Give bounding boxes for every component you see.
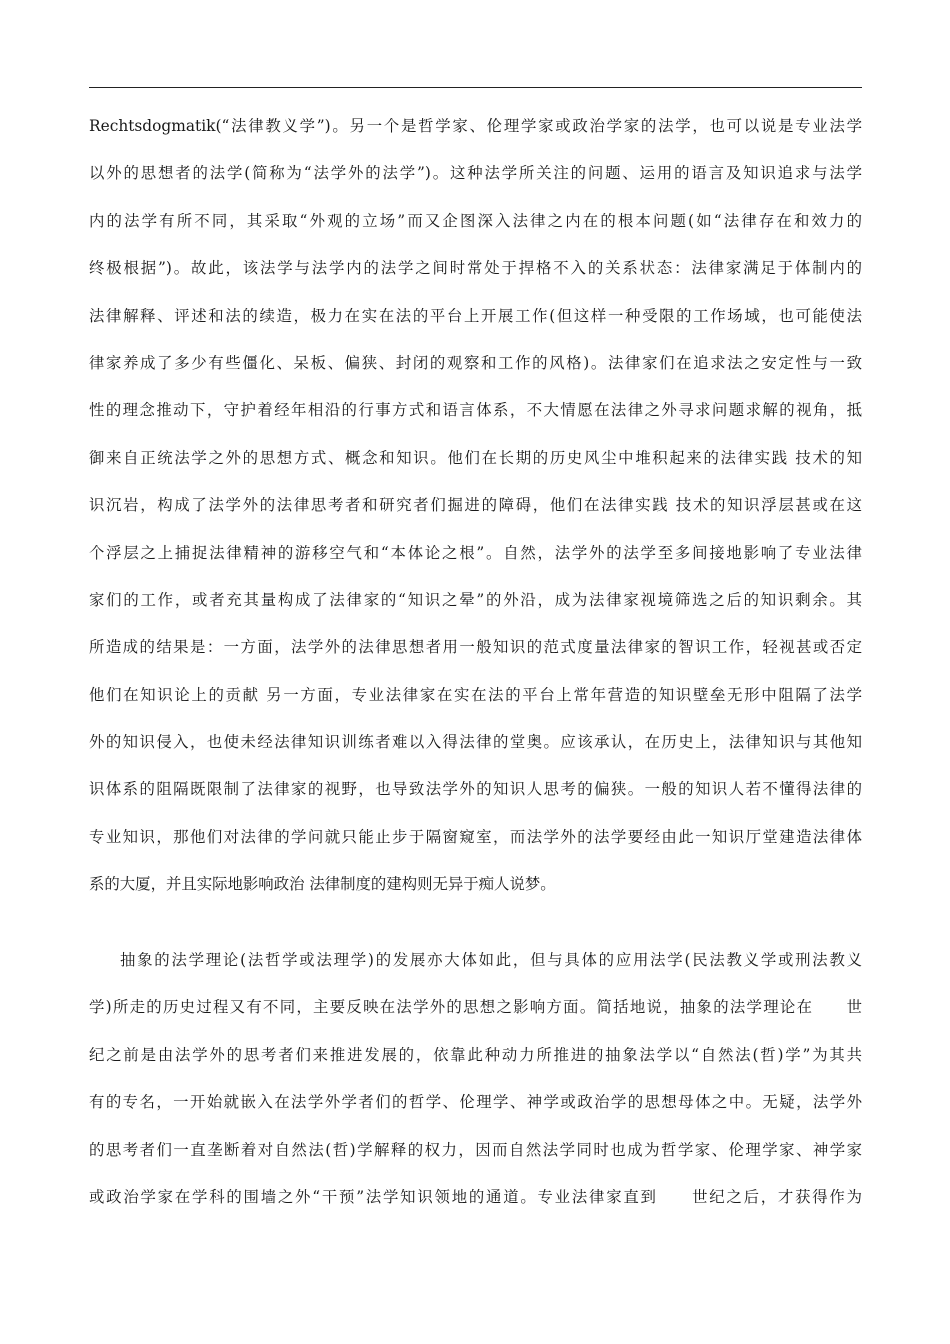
paragraph-2 <box>89 937 862 1221</box>
text-line: 终极根据”)。故此，该法学与法学内的法学之间时常处于捍格不入的关系状态：法律家满足于体制内的 <box>89 259 862 278</box>
text-line: 抽象的法学理论(法哲学或法理学)的发展亦大体如此，但与具体的应用法学(民法教义学或刑法教义 <box>120 951 862 969</box>
text-line: 学)所走的历史过程又有不同，主要反映在法学外的思想之影响方面。简括地说，抽象的法学理论在 世 <box>89 998 862 1017</box>
text-line: 内的法学有所不同，其采取“外观的立场”而又企图深入法律之内在的根本问题(如“法律存在和效力的 <box>89 211 862 230</box>
text-line: 或政治学家在学科的围墙之外“干预”法学知识领地的通道。专业法律家直到 世纪之后，才获得作为 <box>89 1187 862 1206</box>
text-line: 专业知识，那他们对法律的学问就只能止步于隔窗窥室，而法学外的法学要经由此一知识厅堂建造法律体 <box>89 827 862 846</box>
text-line: 御来自正统法学之外的思想方式、概念和知识。他们在长期的历史风尘中堆积起来的法律实践 技术的知 <box>89 448 862 467</box>
paragraph-1 <box>89 103 862 909</box>
text-line: 律家养成了多少有些僵化、呆板、偏狭、封闭的观察和工作的风格)。法律家们在追求法之安定性与一致 <box>89 353 862 372</box>
text-line: 纪之前是由法学外的思考者们来推进发展的，依靠此种动力所推进的抽象法学以“自然法(哲)学”为其共 <box>89 1045 862 1064</box>
text-line: 以外的思想者的法学(简称为“法学外的法学”)。这种法学所关注的问题、运用的语言及知识追求与法学 <box>89 164 862 183</box>
text-line: 的思考者们一直垄断着对自然法(哲)学解释的权力，因而自然法学同时也成为哲学家、伦理学家、神学家 <box>89 1140 862 1159</box>
text-line: 法律解释、评述和法的续造，极力在实在法的平台上开展工作(但这样一种受限的工作场域，也可能使法 <box>89 306 862 325</box>
text-line: 外的知识侵入，也使未经法律知识训练者难以入得法律的堂奥。应该承认，在历史上，法律知识与其他知 <box>89 733 862 752</box>
text-line: 他们在知识论上的贡献 另一方面，专业法律家在实在法的平台上常年营造的知识壁垒无形中阻隔了法学 <box>89 685 862 704</box>
text-line: 识沉岩，构成了法学外的法律思考者和研究者们掘进的障碍，他们在法律实践 技术的知识浮层甚或在这 <box>89 496 862 515</box>
text-line: 识体系的阻隔既限制了法律家的视野，也导致法学外的知识人思考的偏狭。一般的知识人若不懂得法律的 <box>89 780 862 799</box>
text-line: 系的大厦，并且实际地影响政治 法律制度的建构则无异于痴人说梦。 <box>89 875 556 894</box>
text-line: 所造成的结果是：一方面，法学外的法律思想者用一般知识的范式度量法律家的智识工作，轻视甚或否定 <box>89 638 862 657</box>
text-line: 家们的工作，或者充其量构成了法律家的“知识之晕”的外沿，成为法律家视境筛选之后的知识剩余。其 <box>89 590 862 609</box>
header-rule <box>89 87 862 88</box>
text-line: 有的专名，一开始就嵌入在法学外学者们的哲学、伦理学、神学或政治学的思想母体之中。无疑，法学外 <box>89 1093 862 1112</box>
text-line: Rechtsdogmatik(“法律教义学”)。另一个是哲学家、伦理学家或政治学家的法学，也可以说是专业法学 <box>89 117 862 135</box>
text-line: 性的理念推动下，守护着经年相沿的行事方式和语言体系，不大情愿在法律之外寻求问题求解的视角，抵 <box>89 401 862 420</box>
text-line: 个浮层之上捕捉法律精神的游移空气和“本体论之根”。自然，法学外的法学至多间接地影响了专业法律 <box>89 543 862 562</box>
